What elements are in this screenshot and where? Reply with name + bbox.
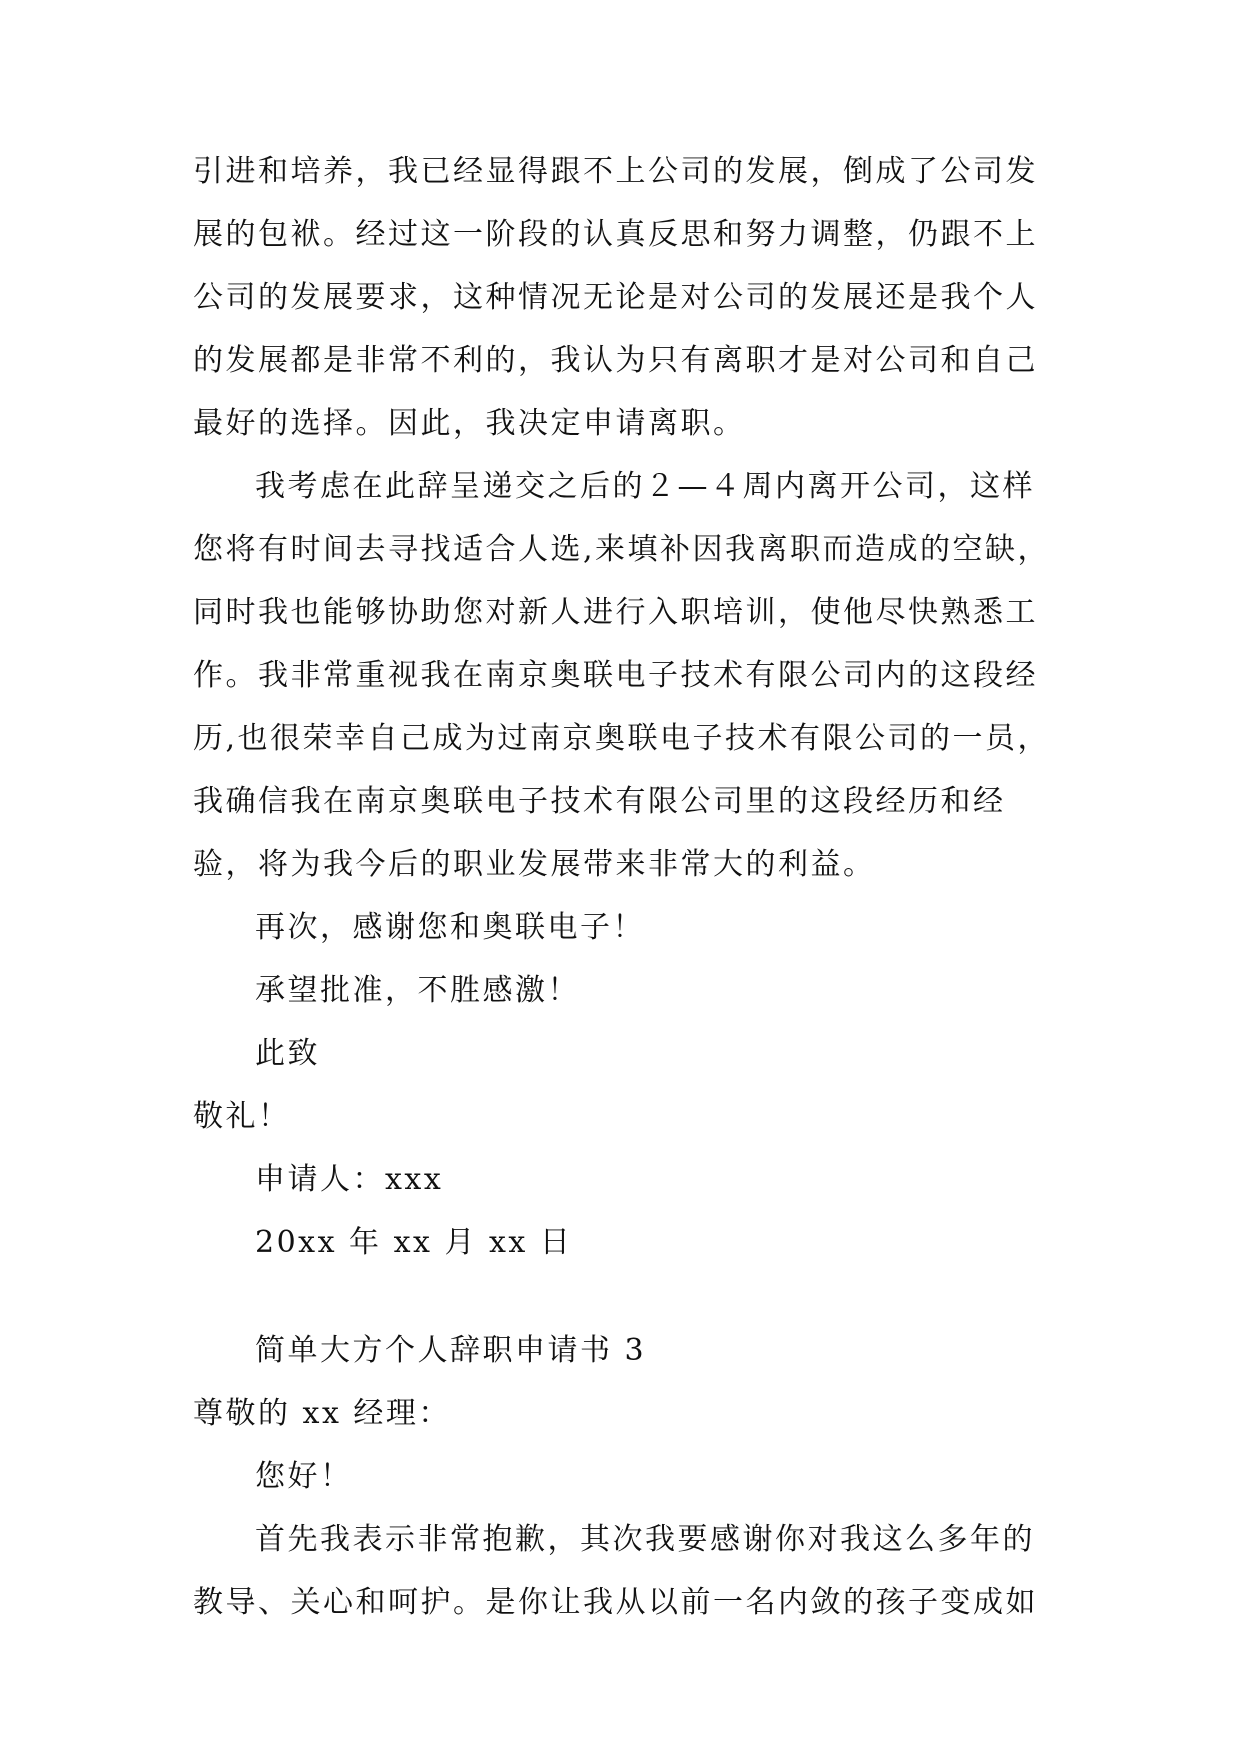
body-text-line: 我确信我在南京奥联电子技术有限公司里的这段经历和经 [193, 784, 1006, 819]
applicant-signature: 申请人：xxx [255, 1162, 444, 1197]
body-text-line: 同时我也能够协助您对新人进行入职培训，使他尽快熟悉工 [193, 595, 1038, 630]
body-text-line: 最好的选择。因此，我决定申请离职。 [193, 406, 746, 441]
body-text-line: 验，将为我今后的职业发展带来非常大的利益。 [193, 847, 876, 882]
closing-salutation: 此致 [255, 1036, 320, 1071]
body-text-line: 您将有时间去寻找适合人选,来填补因我离职而造成的空缺， [193, 532, 1051, 567]
section-title: 简单大方个人辞职申请书 3 [255, 1333, 647, 1368]
body-text-line: 公司的发展要求，这种情况无论是对公司的发展还是我个人 [193, 280, 1038, 315]
paragraph-first-line: 我考虑在此辞呈递交之后的２—４周内离开公司，这样 [255, 469, 1035, 504]
body-text-line: 教导、关心和呵护。是你让我从以前一名内敛的孩子变成如 [193, 1585, 1038, 1620]
body-text-line: 引进和培养，我已经显得跟不上公司的发展，倒成了公司发 [193, 154, 1038, 189]
body-text-line: 的发展都是非常不利的，我认为只有离职才是对公司和自己 [193, 343, 1038, 378]
body-text-line: 展的包袱。经过这一阶段的认真反思和努力调整，仍跟不上 [193, 217, 1038, 252]
paragraph-first-line: 首先我表示非常抱歉，其次我要感谢你对我这么多年的 [255, 1522, 1035, 1557]
request-approval-line: 承望批准，不胜感激！ [255, 973, 580, 1008]
letter-recipient: 尊敬的 xx 经理： [193, 1396, 451, 1431]
body-text-line: 作。我非常重视我在南京奥联电子技术有限公司内的这段经 [193, 658, 1038, 693]
body-text-line: 历,也很荣幸自己成为过南京奥联电子技术有限公司的一员， [193, 721, 1051, 756]
closing-regards: 敬礼！ [193, 1099, 291, 1134]
thanks-line: 再次，感谢您和奥联电子！ [255, 910, 645, 945]
greeting-line: 您好！ [255, 1459, 353, 1494]
letter-date: 20xx 年 xx 月 xx 日 [255, 1225, 573, 1260]
